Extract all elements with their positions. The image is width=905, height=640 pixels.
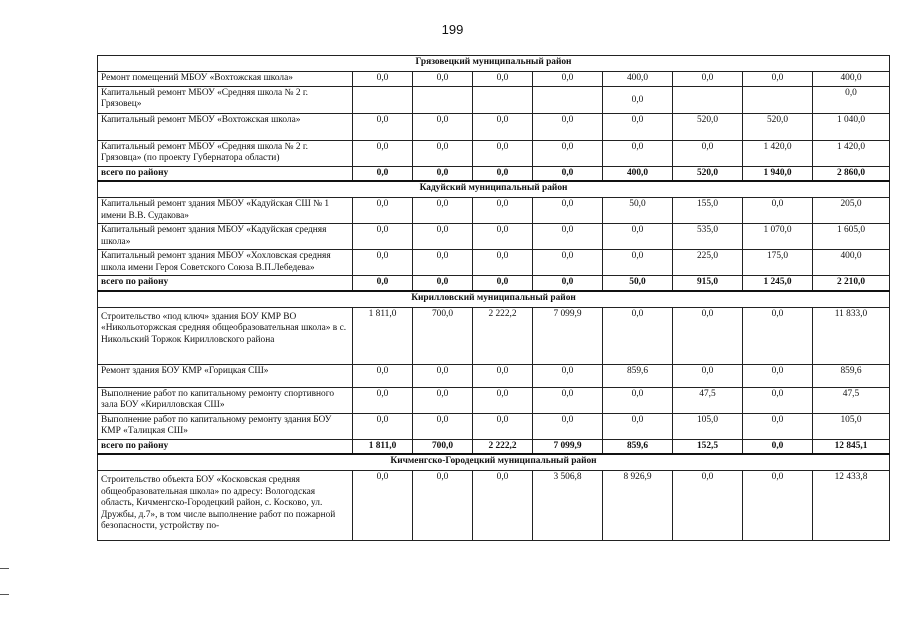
value-cell: 0,0 [353,198,413,224]
section-header [98,291,890,308]
row-name: Капитальный ремонт здания МБОУ «Кадуйская СШ № 1 имени В.В. Судакова» [98,198,353,224]
value-cell: 0,0 [603,387,673,413]
value-cell [413,86,473,113]
total-cell: 1 245,0 [743,276,813,291]
value-cell: 0,0 [413,72,473,87]
row-name: Капитальный ремонт МБОУ «Средняя школа № 2 г. Грязовца» (по проекту Губернатора области) [98,140,353,166]
value-cell: 225,0 [673,250,743,276]
scan-edge-mark [0,594,9,595]
total-cell: 0,0 [353,276,413,291]
value-cell: 0,0 [603,250,673,276]
total-cell: 0,0 [473,276,533,291]
value-cell: 0,0 [743,72,813,87]
value-cell: 8 926,9 [603,471,673,541]
value-cell: 0,0 [533,113,603,140]
value-cell: 0,0 [743,413,813,439]
value-cell: 0,0 [473,413,533,439]
row-name: Капитальный ремонт здания МБОУ «Кадуйская средняя школа» [98,224,353,250]
total-cell: 2 222,2 [473,439,533,454]
value-cell: 0,0 [743,471,813,541]
row-name: Капитальный ремонт здания МБОУ «Хохловская средняя школа имени Героя Советского Союза В.П.Лебедева» [98,250,353,276]
total-cell: 915,0 [673,276,743,291]
value-cell: 0,0 [533,250,603,276]
total-cell: 152,5 [673,439,743,454]
total-row [98,276,890,291]
table-row [98,86,890,113]
value-cell [743,86,813,113]
table-row [98,224,890,250]
table-row [98,413,890,439]
row-name: Выполнение работ по капитальному ремонту здания БОУ КМР «Талицкая СШ» [98,413,353,439]
value-cell: 0,0 [533,140,603,166]
value-cell [673,86,743,113]
value-cell: 175,0 [743,250,813,276]
section-title: Кичменгско-Городецкий муниципальный район [98,454,890,471]
row-name: Ремонт здания БОУ КМР «Горицкая СШ» [98,364,353,387]
value-cell: 0,0 [473,140,533,166]
value-cell: 0,0 [473,72,533,87]
value-cell: 155,0 [673,198,743,224]
value-cell [533,86,603,113]
value-cell: 0,0 [673,307,743,364]
value-cell: 0,0 [413,364,473,387]
value-cell: 0,0 [353,387,413,413]
value-cell: 520,0 [743,113,813,140]
row-name: Строительство «под ключ» здания БОУ КМР ВО «Никольоторжская средняя общеобразовательная школа» в с. Никольский Торжок Кирилловского района [98,307,353,364]
value-cell: 0,0 [353,471,413,541]
value-cell: 0,0 [473,250,533,276]
value-cell: 400,0 [603,72,673,87]
value-cell: 859,6 [603,364,673,387]
value-cell: 0,0 [603,140,673,166]
row-name: Выполнение работ по капитальному ремонту спортивного зала БОУ «Кирилловская СШ» [98,387,353,413]
row-name: Строительство объекта БОУ «Косковская средняя общеобразовательная школа» по адресу: Вологодская область, Кичменгско-Городецкий район, с. Косково, ул. Дружбы, д.7», в том числе выполнение работ по пожарной безопасности, устройству по- [98,471,353,541]
total-cell: 12 845,1 [813,439,890,454]
value-cell: 47,5 [813,387,890,413]
total-cell: 0,0 [473,166,533,181]
value-cell: 0,0 [603,113,673,140]
total-cell: 0,0 [743,439,813,454]
value-cell: 7 099,9 [533,307,603,364]
value-cell: 0,0 [813,86,890,113]
table-row [98,471,890,541]
value-cell: 0,0 [673,140,743,166]
value-cell: 0,0 [743,364,813,387]
total-row [98,166,890,181]
total-cell: 1 940,0 [743,166,813,181]
value-cell: 1 811,0 [353,307,413,364]
section-header [98,454,890,471]
value-cell: 0,0 [603,86,673,113]
value-cell: 0,0 [743,387,813,413]
total-cell: 859,6 [603,439,673,454]
value-cell: 0,0 [413,140,473,166]
value-cell: 400,0 [813,72,890,87]
total-cell: 2 210,0 [813,276,890,291]
value-cell: 0,0 [353,250,413,276]
total-cell: 7 099,9 [533,439,603,454]
value-cell: 0,0 [413,113,473,140]
value-cell: 0,0 [353,140,413,166]
value-cell: 0,0 [673,72,743,87]
total-cell: 1 811,0 [353,439,413,454]
value-cell: 1 605,0 [813,224,890,250]
value-cell: 0,0 [743,307,813,364]
table-row [98,250,890,276]
value-cell: 0,0 [413,198,473,224]
table-row [98,364,890,387]
section-header [98,56,890,72]
value-cell: 0,0 [353,113,413,140]
value-cell: 0,0 [603,224,673,250]
total-cell: 0,0 [413,166,473,181]
total-label: всего по району [98,439,353,454]
value-cell: 0,0 [473,471,533,541]
value-cell: 1 070,0 [743,224,813,250]
scan-edge-mark [0,568,9,569]
value-cell: 0,0 [473,224,533,250]
value-cell: 0,0 [473,198,533,224]
total-row [98,439,890,454]
page-number: 199 [441,22,464,37]
section-title: Кадуйский муниципальный район [98,181,890,198]
value-cell: 105,0 [673,413,743,439]
total-cell: 700,0 [413,439,473,454]
value-cell: 0,0 [353,364,413,387]
value-cell: 0,0 [533,413,603,439]
section-title: Грязовецкий муниципальный район [98,56,890,72]
value-cell: 700,0 [413,307,473,364]
total-cell: 0,0 [533,276,603,291]
value-cell [353,86,413,113]
value-cell: 105,0 [813,413,890,439]
value-cell: 535,0 [673,224,743,250]
row-name: Капитальный ремонт МБОУ «Вохтожская школа» [98,113,353,140]
table-row [98,140,890,166]
value-cell: 0,0 [533,72,603,87]
table-row [98,307,890,364]
value-cell: 205,0 [813,198,890,224]
row-name: Ремонт помещений МБОУ «Вохтожская школа» [98,72,353,87]
value-cell: 0,0 [673,364,743,387]
value-cell: 12 433,8 [813,471,890,541]
value-cell: 11 833,0 [813,307,890,364]
value-cell: 1 420,0 [743,140,813,166]
section-title: Кирилловский муниципальный район [98,291,890,308]
value-cell [473,86,533,113]
value-cell: 0,0 [473,387,533,413]
total-cell: 0,0 [533,166,603,181]
section-header [98,181,890,198]
total-cell: 520,0 [673,166,743,181]
value-cell: 0,0 [413,413,473,439]
value-cell: 2 222,2 [473,307,533,364]
value-cell: 0,0 [413,250,473,276]
value-cell: 0,0 [533,387,603,413]
total-cell: 2 860,0 [813,166,890,181]
value-cell: 0,0 [533,364,603,387]
value-cell: 859,6 [813,364,890,387]
total-cell: 0,0 [353,166,413,181]
value-cell: 1 040,0 [813,113,890,140]
value-cell: 0,0 [743,198,813,224]
value-cell: 50,0 [603,198,673,224]
value-cell: 400,0 [813,250,890,276]
total-label: всего по району [98,166,353,181]
value-cell: 0,0 [413,387,473,413]
value-cell: 520,0 [673,113,743,140]
total-cell: 400,0 [603,166,673,181]
total-cell: 50,0 [603,276,673,291]
value-cell: 0,0 [413,224,473,250]
value-cell: 47,5 [673,387,743,413]
value-cell: 0,0 [673,471,743,541]
value-cell: 0,0 [603,307,673,364]
value-cell: 0,0 [603,413,673,439]
value-cell: 1 420,0 [813,140,890,166]
budget-table [97,55,890,541]
table-row [98,198,890,224]
table-row [98,113,890,140]
value-cell: 3 506,8 [533,471,603,541]
total-label: всего по району [98,276,353,291]
total-cell: 0,0 [413,276,473,291]
value-cell: 0,0 [533,198,603,224]
value-cell: 0,0 [353,413,413,439]
table-row [98,72,890,87]
value-cell: 0,0 [413,471,473,541]
value-cell: 0,0 [473,364,533,387]
row-name: Капитальный ремонт МБОУ «Средняя школа № 2 г. Грязовец» [98,86,353,113]
value-cell: 0,0 [473,113,533,140]
value-cell: 0,0 [533,224,603,250]
value-cell: 0,0 [353,224,413,250]
value-cell: 0,0 [353,72,413,87]
table-row [98,387,890,413]
